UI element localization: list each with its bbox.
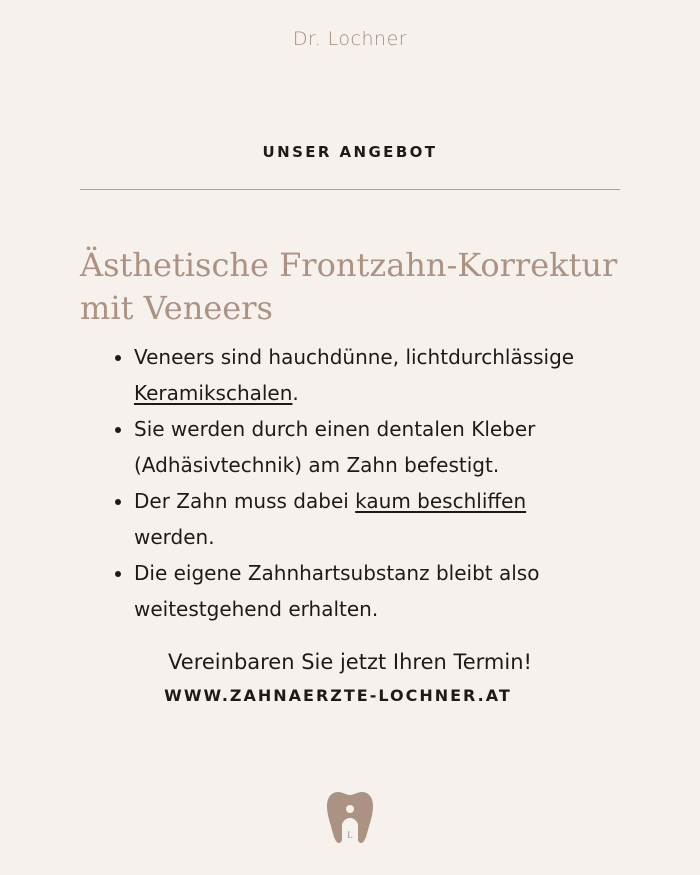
divider (80, 189, 620, 190)
list-item (134, 483, 594, 555)
list-item-text: . (292, 381, 299, 405)
feature-list (110, 339, 594, 627)
list-item-text: werden. (134, 525, 215, 549)
list-item-text: Die eigene Zahnhartsubstanz bleibt also weitestgehend erhalten. (134, 561, 540, 621)
tooth-logo-icon (326, 790, 374, 844)
logo-letter: L (347, 830, 353, 840)
website-link[interactable]: WWW.ZAHNAERZTE-LOCHNER.AT (164, 686, 512, 705)
list-item-text: Veneers sind hauchdünne, lichtdurchlässige (134, 345, 575, 369)
list-item-text: Der Zahn muss dabei (134, 489, 356, 513)
page-title: Ästhetische Frontzahn-Korrektur mit Veneers (80, 246, 618, 327)
brand-name: Dr. Lochner (292, 28, 408, 50)
list-item (134, 411, 594, 483)
list-item (134, 339, 594, 411)
keyword-link[interactable]: kaum beschliffen (355, 489, 527, 513)
list-item-text: Sie werden durch einen dentalen Kleber (Adhäsivtechnik) am Zahn befestigt. (134, 417, 536, 477)
section-label: UNSER ANGEBOT (262, 143, 438, 161)
keyword-link[interactable]: Keramikschalen (134, 381, 293, 405)
call-to-action: Vereinbaren Sie jetzt Ihren Termin! (168, 650, 532, 674)
list-item (134, 555, 594, 627)
